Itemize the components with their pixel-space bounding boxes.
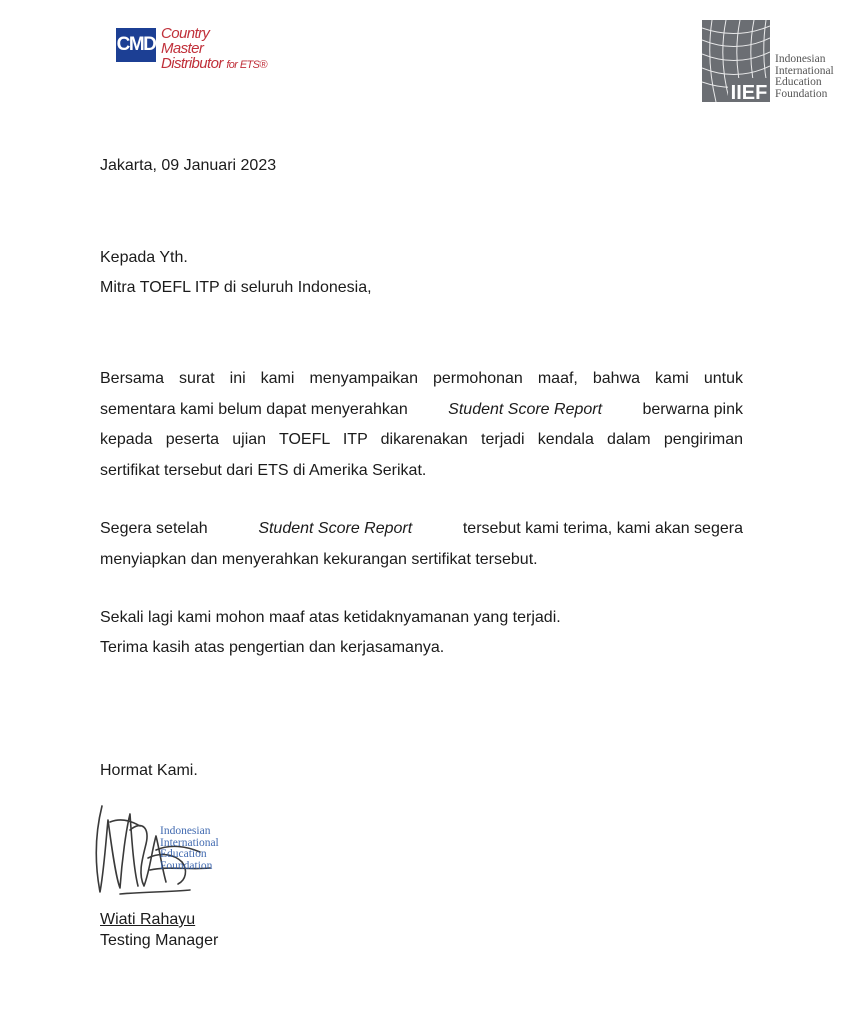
stamp-line: Education	[160, 848, 207, 860]
cmd-logo-line3	[161, 56, 267, 73]
stamp-line: Indonesian	[160, 825, 211, 837]
p1-l2-italic: Student Score Report	[448, 400, 603, 418]
iief-name-line: Foundation	[775, 87, 828, 100]
salutation-line-1: Kepada Yth.	[100, 249, 188, 266]
paragraph-1	[100, 364, 743, 486]
paragraph-3-line-2: Terima kasih atas pengertian dan kerjasamanya.	[100, 639, 445, 656]
cmd-logo-line3-main: Distributor	[161, 55, 223, 72]
paragraph-1-line-1	[100, 364, 743, 395]
iief-logo-name	[775, 54, 834, 100]
p2-l1-italic: Student Score Report	[258, 520, 413, 537]
paragraph-2	[100, 514, 743, 575]
cmd-logo	[116, 26, 286, 92]
iief-logo-abbr: IIEF	[730, 82, 768, 102]
iief-name-line: International	[775, 64, 834, 77]
paragraph-2-line-1	[100, 514, 743, 545]
cmd-logo-line3-small: for ETS	[226, 59, 260, 71]
institution-stamp	[160, 826, 219, 872]
paragraph-2-line-2: menyiapkan dan menyerahkan kekurangan sertifikat tersebut.	[100, 550, 538, 568]
iief-globe-icon	[702, 20, 770, 102]
cmd-logo-text	[161, 26, 267, 73]
cmd-logo-line2: Master	[161, 40, 204, 57]
closing: Hormat Kami.	[100, 762, 198, 779]
cmd-logo-abbr: CMD	[116, 28, 156, 62]
p1-l3: kepada peserta ujian TOEFL ITP dikarenakan terjadi kendala dalam pengiriman	[100, 431, 743, 448]
p2-l1-b: tersebut kami terima, kami akan segera	[462, 520, 743, 537]
letter-date: Jakarta, 09 Januari 2023	[100, 157, 277, 174]
iief-name-line: Indonesian	[775, 53, 826, 65]
signer-title: Testing Manager	[100, 932, 219, 949]
iief-logo	[702, 20, 852, 104]
p1-l2-b: berwarna pink	[642, 400, 743, 418]
stamp-line: Foundation	[160, 859, 213, 872]
paragraph-1-line-2	[100, 395, 743, 426]
iief-name-line: Education	[775, 76, 822, 88]
signer-name: Wiati Rahayu	[100, 911, 196, 928]
p1-l2-a: sementara kami belum dapat menyerahkan	[100, 400, 408, 418]
p1-l1: Bersama surat ini kami menyampaikan permohonan maaf, bahwa kami untuk	[100, 370, 743, 387]
paragraph-1-line-3	[100, 425, 743, 456]
paragraph-1-line-4: sertifikat tersebut dari ETS di Amerika Serikat.	[100, 461, 427, 479]
stamp-line: International	[160, 836, 219, 849]
p2-l1-a: Segera setelah	[100, 520, 208, 537]
paragraph-3-line-1: Sekali lagi kami mohon maaf atas ketidaknyamanan yang terjadi.	[100, 609, 561, 626]
salutation-line-2: Mitra TOEFL ITP di seluruh Indonesia,	[100, 279, 372, 296]
cmd-logo-line1: Country	[161, 25, 210, 42]
cmd-logo-reg-mark: ®	[259, 59, 267, 71]
